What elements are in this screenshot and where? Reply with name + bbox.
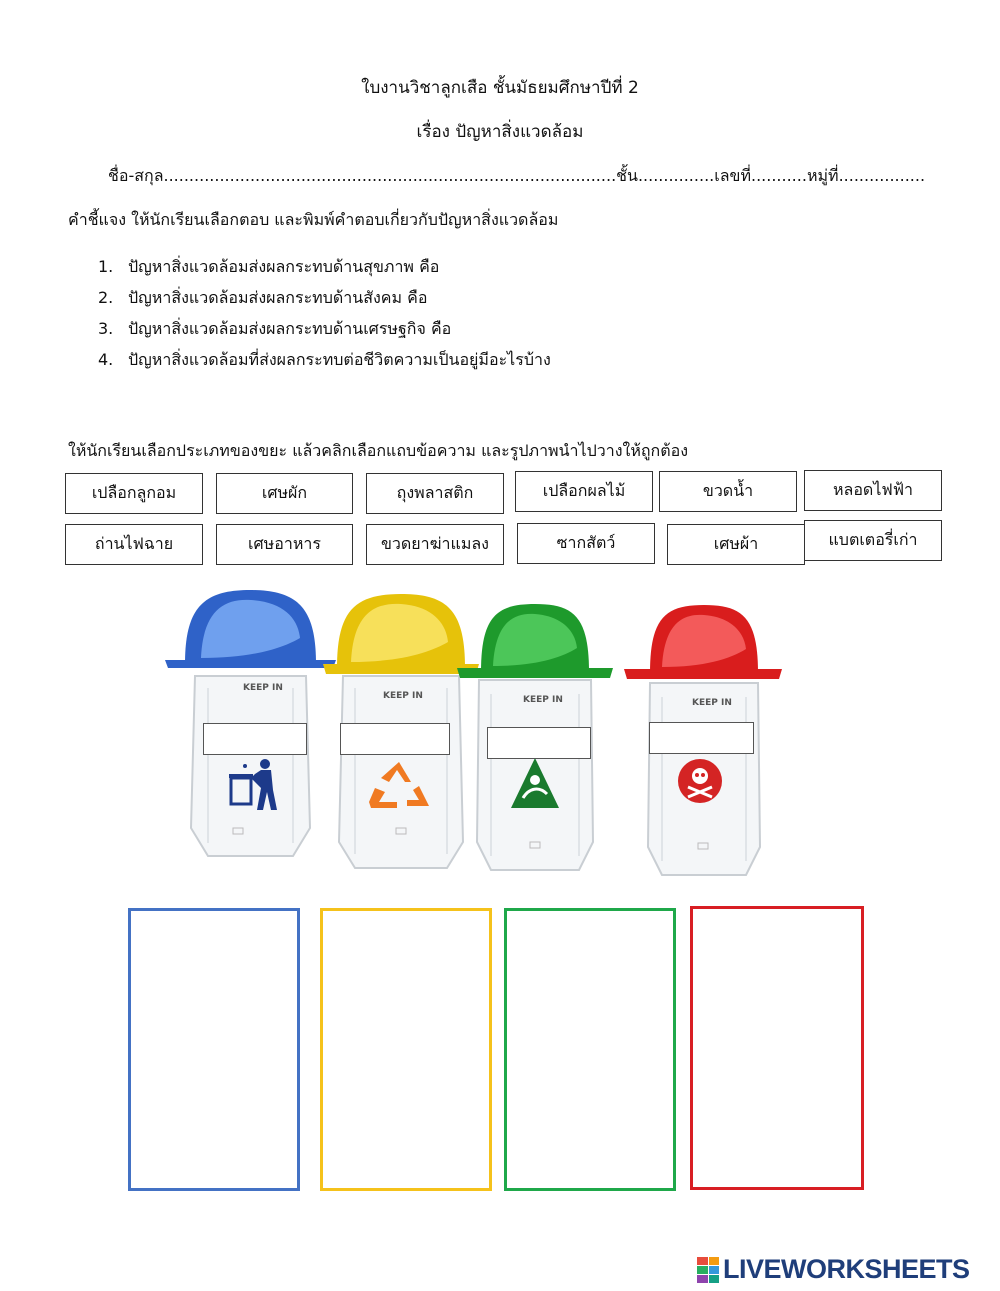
svg-text:KEEP IN: KEEP IN xyxy=(243,683,283,693)
drag-chip[interactable]: ซากสัตว์ xyxy=(517,523,655,564)
instruction: คำชี้แจง ให้นักเรียนเลือกตอบ และพิมพ์คำตอบเกี่ยวกับปัญหาสิ่งแวดล้อม xyxy=(68,210,559,229)
bin-label-slot[interactable] xyxy=(649,722,754,754)
page-title: ใบงานวิชาลูกเสือ ชั้นมัธยมศึกษาปีที่ 2 xyxy=(361,78,639,98)
instruction-drag: ให้นักเรียนเลือกประเภทของขยะ แล้วคลิกเลือกแถบข้อความ และรูปภาพนำไปวางให้ถูกต้อง xyxy=(68,441,689,460)
drag-chip[interactable]: เปลือกลูกอม xyxy=(65,473,203,514)
question-item: 1. ปัญหาสิ่งแวดล้อมส่งผลกระทบด้านสุขภาพ คือ xyxy=(98,257,440,276)
liveworksheets-logo: LIVEWORKSHEETS xyxy=(697,1254,970,1285)
question-item: 3. ปัญหาสิ่งแวดล้อมส่งผลกระทบด้านเศรษฐกิจ คือ xyxy=(98,319,452,338)
drag-chip[interactable]: เปลือกผลไม้ xyxy=(515,471,653,512)
drag-chip[interactable]: ขวดน้ำ xyxy=(659,471,797,512)
bin-label-slot[interactable] xyxy=(487,727,591,759)
drag-chip[interactable]: เศษผัก xyxy=(216,473,353,514)
drag-chip[interactable]: เศษอาหาร xyxy=(216,524,353,565)
drag-chip[interactable]: ถ่านไฟฉาย xyxy=(65,524,203,565)
drag-chip[interactable]: ขวดยาฆ่าแมลง xyxy=(366,524,504,565)
svg-text:KEEP IN: KEEP IN xyxy=(523,695,563,705)
question-item: 4. ปัญหาสิ่งแวดล้อมที่ส่งผลกระทบต่อชีวิตความเป็นอยู่มีอะไรบ้าง xyxy=(98,350,551,369)
hazard-skull-icon xyxy=(678,759,722,803)
svg-text:KEEP IN: KEEP IN xyxy=(383,691,423,701)
bin-label-slot[interactable] xyxy=(340,723,450,755)
drag-chip[interactable]: เศษผ้า xyxy=(667,524,805,565)
drop-zone-yellow[interactable] xyxy=(320,908,492,1191)
drop-zone-blue[interactable] xyxy=(128,908,300,1191)
page-subtitle: เรื่อง ปัญหาสิ่งแวดล้อม xyxy=(416,122,584,142)
drag-chip[interactable]: ถุงพลาสติก xyxy=(366,473,504,514)
drag-chip[interactable]: แบตเตอรี่เก่า xyxy=(804,520,942,561)
drop-zone-green[interactable] xyxy=(504,908,676,1191)
brand-mark-icon xyxy=(697,1257,719,1283)
question-item: 2. ปัญหาสิ่งแวดล้อมส่งผลกระทบด้านสังคม คือ xyxy=(98,288,428,307)
bin-label-slot[interactable] xyxy=(203,723,307,755)
svg-text:KEEP IN: KEEP IN xyxy=(692,698,732,708)
drag-chip[interactable]: หลอดไฟฟ้า xyxy=(804,470,942,511)
name-line: ชื่อ-สกุล.........................................................................................ชั้น...............เลขที่...........หมู่ที่................. xyxy=(108,166,926,185)
drop-zone-red[interactable] xyxy=(690,906,864,1190)
